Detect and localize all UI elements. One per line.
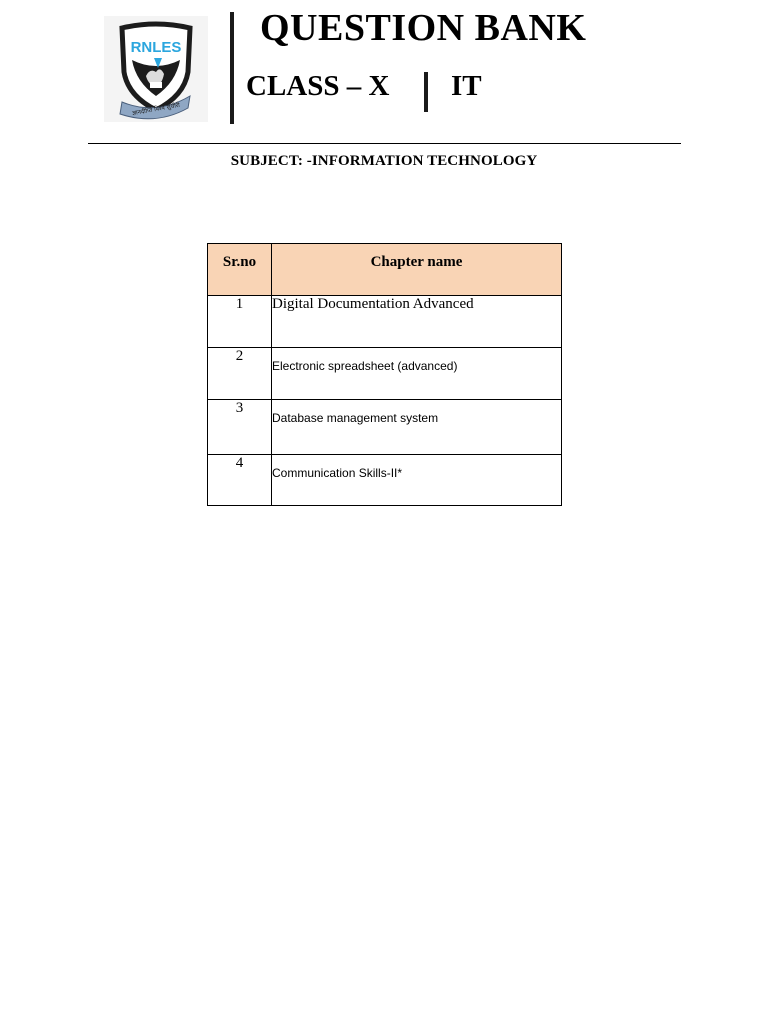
subject-short-label: IT <box>451 70 482 102</box>
row-sr-no: 1 <box>208 296 272 348</box>
page-title: QUESTION BANK <box>260 7 587 49</box>
table-row <box>208 348 562 400</box>
row-chapter-name: Digital Documentation Advanced <box>272 296 562 348</box>
header-sr-no: Sr.no <box>208 244 272 296</box>
logo-motto: ज्ञानदीप्ति विश्वे सुधीरी <box>131 101 181 118</box>
subject-heading: SUBJECT: -INFORMATION TECHNOLOGY <box>230 153 538 169</box>
header-rule <box>88 143 681 144</box>
header-divider-right <box>424 72 428 112</box>
logo-text: RNLES <box>130 39 182 56</box>
chapter-table <box>207 243 562 506</box>
table-row <box>208 455 562 506</box>
row-chapter-name: Electronic spreadsheet (advanced) <box>272 348 562 400</box>
table-header-row <box>208 244 562 296</box>
header-divider-left <box>230 12 234 124</box>
school-logo <box>104 16 208 122</box>
row-sr-no: 3 <box>208 400 272 455</box>
row-chapter-name: Communication Skills-II* <box>272 455 562 506</box>
row-sr-no: 4 <box>208 455 272 506</box>
header-chapter-name: Chapter name <box>272 244 562 296</box>
table-row <box>208 296 562 348</box>
class-label: CLASS – X <box>246 70 390 102</box>
row-sr-no: 2 <box>208 348 272 400</box>
table-row <box>208 400 562 455</box>
shield-logo-icon <box>104 16 208 122</box>
row-chapter-name: Database management system <box>272 400 562 455</box>
